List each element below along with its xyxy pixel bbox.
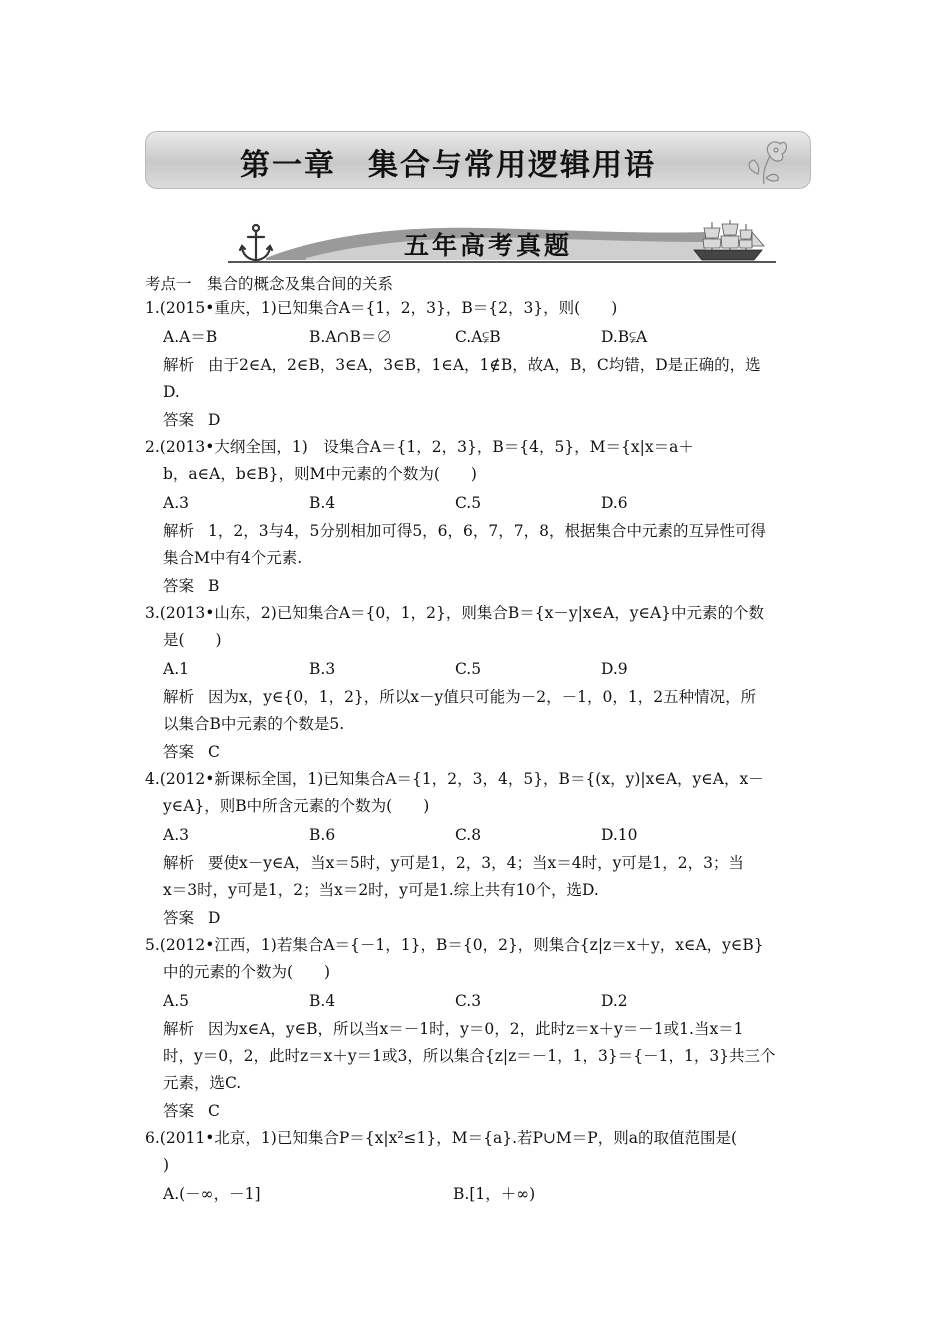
problem-stem: 是( ) (163, 631, 222, 649)
option: A.(－∞，－1] (163, 1185, 261, 1203)
option: D.6 (601, 494, 628, 512)
answer (145, 572, 815, 600)
answer-value: C (208, 743, 220, 761)
ship-icon (690, 218, 766, 262)
answer-value: C (208, 1102, 220, 1120)
problem-stem: 中的元素的个数为( ) (163, 963, 331, 981)
analysis (145, 850, 815, 904)
analysis-text: D. (163, 383, 180, 401)
analysis-text: 以集合B中元素的个数是5. (163, 715, 345, 733)
problem-2 (145, 434, 815, 600)
option: B.4 (309, 992, 336, 1010)
analysis-text: 集合M中有4个元素. (163, 549, 303, 567)
option: D.B⫋A (601, 328, 648, 346)
analysis (145, 518, 815, 572)
option: D.2 (601, 992, 628, 1010)
analysis-label: 解析 (163, 688, 195, 706)
analysis-text: x＝3时，y可是1，2；当x＝2时，y可是1.综上共有10个，选D. (163, 881, 599, 899)
analysis-text: 由于2∈A，2∈B，3∈A，3∈B，1∈A，1∉B，故A，B，C均错，D是正确的，选 (208, 356, 761, 374)
problem-stem: 5.(2012•江西，1)若集合A＝{－1，1}，B＝{0，2}，则集合{z|z＝x＋y，x∈A，y∈B} (145, 936, 764, 954)
problem-stem: y∈A}，则B中所含元素的个数为( ) (163, 797, 430, 815)
option: B.A∩B＝∅ (309, 328, 392, 346)
options-row (145, 654, 815, 684)
options-row (145, 820, 815, 850)
anchor-icon (236, 222, 276, 264)
option: A.A＝B (163, 328, 218, 346)
analysis-label: 解析 (163, 356, 195, 374)
analysis-text: 元素，选C. (163, 1074, 242, 1092)
analysis-label: 解析 (163, 1020, 195, 1038)
answer-label: 答案 (163, 411, 195, 429)
analysis-label: 解析 (163, 522, 195, 540)
problem-list (145, 295, 815, 1209)
option: C.5 (455, 660, 482, 678)
section-banner (228, 218, 776, 266)
option: A.3 (163, 826, 189, 844)
analysis-text: 因为x，y∈{0，1，2}，所以x－y值只可能为－2，－1，0，1，2五种情况，所 (208, 688, 757, 706)
analysis-label: 解析 (163, 854, 195, 872)
option: B.4 (309, 494, 336, 512)
options-row (145, 488, 815, 518)
options-row (145, 1179, 815, 1209)
option: B.3 (309, 660, 336, 678)
answer-value: D (208, 411, 221, 429)
problem-stem: b，a∈A，b∈B}，则M中元素的个数为( ) (163, 465, 477, 483)
problem-stem: 3.(2013•山东，2)已知集合A＝{0，1，2}，则集合B＝{x－y|x∈A，y∈A}中元素的个数 (145, 604, 765, 622)
options-row (145, 986, 815, 1016)
answer (145, 1097, 815, 1125)
problem-stem: 4.(2012•新课标全国，1)已知集合A＝{1，2，3，4，5}，B＝{(x，y)|x∈A，y∈A，x－ (145, 770, 764, 788)
answer-value: B (208, 577, 220, 595)
answer-value: D (208, 909, 221, 927)
answer-label: 答案 (163, 577, 195, 595)
option: C.3 (455, 992, 482, 1010)
option: A.5 (163, 992, 189, 1010)
analysis-text: 因为x∈A，y∈B，所以当x＝－1时，y＝0，2，此时z＝x＋y＝－1或1.当x＝1 (208, 1020, 744, 1038)
option: A.3 (163, 494, 189, 512)
answer-label: 答案 (163, 909, 195, 927)
problem-stem: 1.(2015•重庆，1)已知集合A＝{1，2，3}，B＝{2，3}，则( ) (145, 299, 618, 317)
problem-5 (145, 932, 815, 1125)
option: B.[1，＋∞) (453, 1185, 536, 1203)
chapter-banner (145, 131, 811, 189)
analysis-text: 要使x－y∈A，当x＝5时，y可是1，2，3，4；当x＝4时，y可是1，2，3；当 (208, 854, 744, 872)
content (145, 271, 815, 1209)
option: C.5 (455, 494, 482, 512)
flower-decoration-icon (736, 134, 792, 188)
answer (145, 738, 815, 766)
option: C.8 (455, 826, 482, 844)
problem-stem: ) (163, 1156, 170, 1174)
problem-stem: 6.(2011•北京，1)已知集合P＝{x|x²≤1}，M＝{a}.若P∪M＝P，则a的取值范围是( (145, 1129, 738, 1147)
option: B.6 (309, 826, 336, 844)
option: D.10 (601, 826, 638, 844)
problem-1 (145, 295, 815, 434)
answer-label: 答案 (163, 743, 195, 761)
option: C.A⫋B (455, 328, 501, 346)
answer-label: 答案 (163, 1102, 195, 1120)
topic-heading: 考点一 集合的概念及集合间的关系 (145, 275, 394, 293)
analysis (145, 684, 815, 738)
option: D.9 (601, 660, 628, 678)
analysis (145, 352, 815, 406)
problem-3 (145, 600, 815, 766)
answer (145, 904, 815, 932)
analysis-text: 时，y＝0，2，此时z＝x＋y＝1或3，所以集合{z|z＝－1，1，3}＝{－1，1，3}共三个 (163, 1047, 776, 1065)
analysis (145, 1016, 815, 1097)
answer (145, 406, 815, 434)
problem-6 (145, 1125, 815, 1209)
analysis-text: 1，2，3与4，5分别相加可得5，6，6，7，7，8，根据集合中元素的互异性可得 (208, 522, 766, 540)
section-title: 五年高考真题 (403, 231, 572, 260)
options-row (145, 322, 815, 352)
chapter-title: 第一章 集合与常用逻辑用语 (240, 148, 656, 183)
problem-4 (145, 766, 815, 932)
problem-stem: 2.(2013•大纲全国，1) 设集合A＝{1，2，3}，B＝{4，5}，M＝{x|x＝a＋ (145, 438, 694, 456)
option: A.1 (163, 660, 189, 678)
